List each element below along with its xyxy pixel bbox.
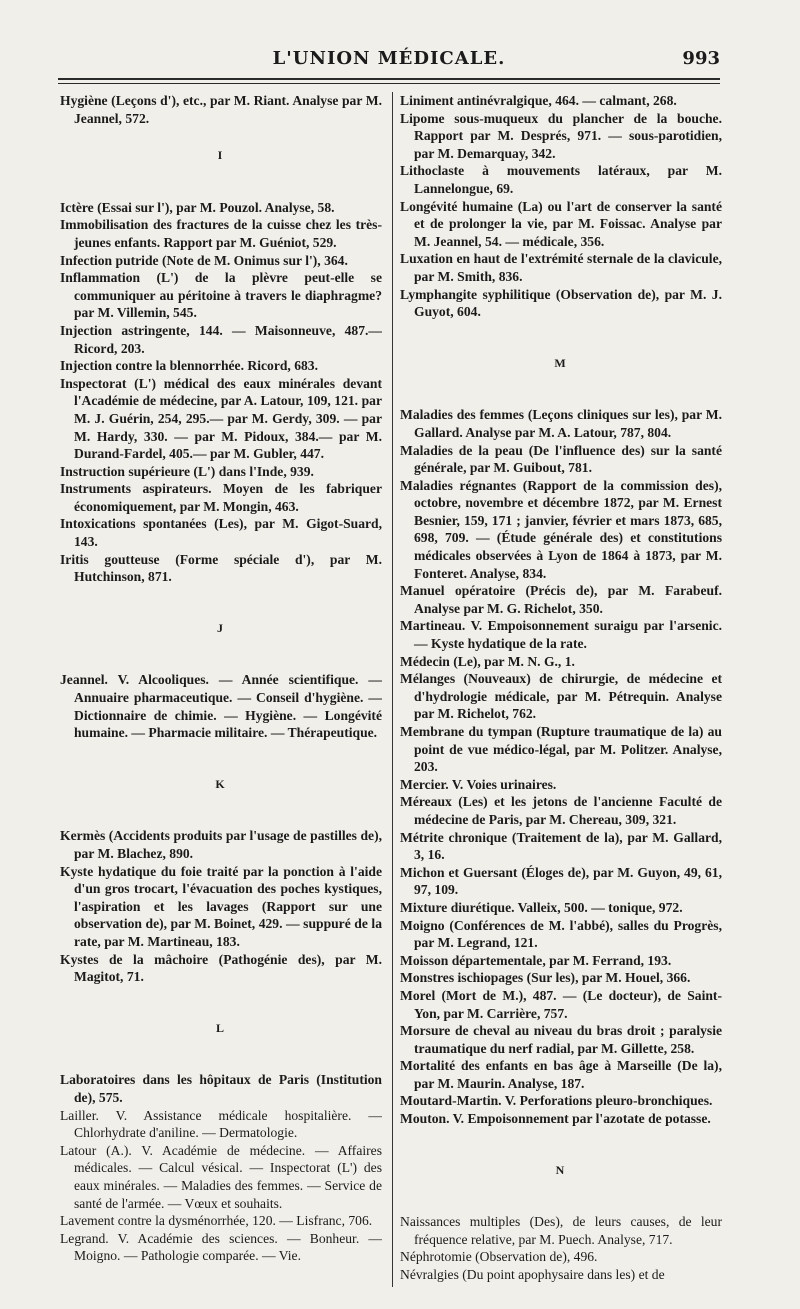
left-column xyxy=(60,92,382,1292)
index-entry: Lithoclaste à mouvements latéraux, par M. Lannelongue, 69. xyxy=(400,163,722,196)
index-entry: Lailler. V. Assistance médicale hospitalière. — Chlorhydrate d'aniline. — Dermatologie. xyxy=(60,1107,382,1141)
index-entry: Lavement contre la dysménorrhée, 120. — Lisfranc, 706. xyxy=(60,1213,373,1229)
index-entry: Ictère (Essai sur l'), par M. Pouzol. Analyse, 58. xyxy=(60,199,335,215)
section-letter-k: K xyxy=(215,776,227,791)
column-divider xyxy=(392,92,393,1287)
index-entry: Mortalité des enfants en bas âge à Marseille (De la), par M. Maurin. Analyse, 187. xyxy=(400,1058,722,1091)
index-entry: Jeannel. V. Alcooliques. — Année scientifique. — Annuaire pharmaceutique. — Conseil d'hygiène. — Dictionnaire de chimie. — Hygiène. — Longévité humaine. — Pharmacie militaire. — Thérapeutique. xyxy=(60,672,382,741)
index-entry: Moutard-Martin. V. Perforations pleuro-bronchiques. xyxy=(400,1093,713,1109)
index-entry: Mouton. V. Empoisonnement par l'azotate de potasse. xyxy=(400,1111,711,1127)
index-entry: Intoxications spontanées (Les), par M. Gigot-Suard, 143. xyxy=(60,516,382,550)
index-entry: Mercier. V. Voies urinaires. xyxy=(400,776,557,792)
index-entry: Membrane du tympan (Rupture traumatique de la) au point de vue médico-légal, par M. Politzer. Analyse, 203. xyxy=(400,724,722,775)
index-entry: Iritis goutteuse (Forme spéciale d'), par M. Hutchinson, 871. xyxy=(60,551,382,585)
right-column xyxy=(400,92,722,1292)
index-entry: Métrite chronique (Traitement de la), par M. Gallard, 3, 16. xyxy=(400,829,722,863)
index-entry: Morsure de cheval au niveau du bras droit ; paralysie traumatique du nerf radial, par M. Gillette, 258. xyxy=(400,1023,722,1056)
index-entry: Méreaux (Les) et les jetons de l'ancienne Faculté de médecine de Paris, par M. Chereau, 309, 321. xyxy=(400,794,722,827)
index-entry: Latour (A.). V. Académie de médecine. — Affaires médicales. — Calcul vésical. — Inspectorat (L') des eaux minérales. — Maladies des femmes. — Service de santé de l'armée. — Vœux et souhaits. xyxy=(60,1142,382,1211)
page-number: 993 xyxy=(682,48,720,69)
index-entry: Luxation en haut de l'extrémité sternale de la clavicule, par M. Smith, 836. xyxy=(400,251,722,284)
header-rule-thick xyxy=(58,78,720,80)
index-entry: Longévité humaine (La) ou l'art de conserver la santé et de prolonger la vie, par M. Foissac. Analyse par M. Jeannel, 54. — médicale, 356. xyxy=(400,198,722,249)
index-entry: Naissances multiples (Des), de leurs causes, de leur fréquence relative, par M. Puech. Analyse, 717. xyxy=(400,1214,722,1247)
section-letter-n: N xyxy=(555,1162,567,1177)
index-entry: Laboratoires dans les hôpitaux de Paris (Institution de), 575. xyxy=(60,1072,382,1105)
index-entry: Médecin (Le), par M. N. G., 1. xyxy=(400,653,575,669)
index-entry: Néphrotomie (Observation de), 496. xyxy=(400,1249,598,1265)
index-entry: Legrand. V. Académie des sciences. — Bonheur. — Moigno. — Pathologie comparée. — Vie. xyxy=(60,1230,382,1264)
index-entry: Michon et Guersant (Éloges de), par M. Guyon, 49, 61, 97, 109. xyxy=(400,864,722,898)
index-entry: Injection contre la blennorrhée. Ricord, 683. xyxy=(60,358,318,374)
index-entry: Hygiène (Leçons d'), etc., par M. Riant. Analyse par M. Jeannel, 572. xyxy=(60,93,382,126)
section-letter-m: M xyxy=(554,355,568,370)
index-entry: Manuel opératoire (Précis de), par M. Farabeuf. Analyse par M. G. Richelot, 350. xyxy=(400,583,722,616)
index-entry: Maladies de la peau (De l'influence des) sur la santé générale, par M. Guibout, 781. xyxy=(400,442,722,476)
index-entry: Kystes de la mâchoire (Pathogénie des), par M. Magitot, 71. xyxy=(60,951,382,985)
index-entry: Instruction supérieure (L') dans l'Inde, 939. xyxy=(60,463,314,479)
page-header xyxy=(58,48,720,78)
index-entry: Lymphangite syphilitique (Observation de), par M. J. Guyot, 604. xyxy=(400,286,722,320)
index-entry: Martineau. V. Empoisonnement suraigu par l'arsenic. — Kyste hydatique de la rate. xyxy=(400,618,722,652)
index-entry: Maladies des femmes (Leçons cliniques sur les), par M. Gallard. Analyse par M. A. Latour, 787, 804. xyxy=(400,407,722,440)
section-letter-i: I xyxy=(217,148,225,163)
section-letter-l: L xyxy=(215,1020,226,1035)
index-entry: Infection putride (Note de M. Onimus sur l'), 364. xyxy=(60,252,348,268)
index-entry: Mixture diurétique. Valleix, 500. — tonique, 972. xyxy=(400,899,683,915)
index-entry: Maladies régnantes (Rapport de la commission des), octobre, novembre et décembre 1872, par M. Ernest Besnier, 159, 171 ; janvier, février et mars 1873, 685, 698, 709. — (Étude générale des) et constitutions médicales observées à Lyon de 1864 à 1873, par M. Fonteret. Analyse, 834. xyxy=(400,477,722,581)
index-entry: Injection astringente, 144. — Maisonneuve, 487.— Ricord, 203. xyxy=(60,322,382,356)
journal-title: L'UNION MÉDICALE. xyxy=(272,48,506,69)
index-entry: Kermès (Accidents produits par l'usage de pastilles de), par M. Blachez, 890. xyxy=(60,828,382,861)
index-entry: Liniment antinévralgique, 464. — calmant, 268. xyxy=(400,93,677,108)
section-letter-j: J xyxy=(217,620,225,635)
index-entry: Monstres ischiopages (Sur les), par M. Houel, 366. xyxy=(400,970,691,986)
index-entry: Immobilisation des fractures de la cuisse chez les très-jeunes enfants. Rapport par M. Guéniot, 529. xyxy=(60,217,382,250)
index-entry: Mélanges (Nouveaux) de chirurgie, de médecine et d'hydrologie médicale, par M. Pétrequin. Analyse par M. Richelot, 762. xyxy=(400,671,722,722)
index-entry: Kyste hydatique du foie traité par la ponction à l'aide d'un gros trocart, l'évacuation des poches kystiques, l'aspiration et les lavages (Rapport sur une observation de), par M. Boinet, 429. — suppuré de la rate, par M. Martineau, 183. xyxy=(60,863,382,949)
header-rule-thin xyxy=(58,83,720,84)
index-entry: Névralgies (Du point apophysaire dans les) et de xyxy=(400,1267,665,1283)
index-entry: Moisson départementale, par M. Ferrand, 193. xyxy=(400,952,672,968)
index-entry: Moigno (Conférences de M. l'abbé), salles du Progrès, par M. Legrand, 121. xyxy=(400,917,722,951)
index-entry: Instruments aspirateurs. Moyen de les fabriquer économiquement, par M. Mongin, 463. xyxy=(60,481,382,514)
index-entry: Inflammation (L') de la plèvre peut-elle se communiquer au péritoine à travers le diaphragme? par M. Villemin, 545. xyxy=(60,270,382,321)
index-entry: Morel (Mort de M.), 487. — (Le docteur), de Saint-Yon, par M. Carrière, 757. xyxy=(400,987,722,1021)
index-entry: Inspectorat (L') médical des eaux minérales devant l'Académie de médecine, par A. Latour, 109, 121. par M. J. Guérin, 254, 295.— par M. Gerdy, 309. — par M. Hardy, 330. — par M. Pidoux, 384.— par M. Durand-Fardel, 405.— par M. Gubler, 447. xyxy=(60,375,382,462)
index-entry: Lipome sous-muqueux du plancher de la bouche. Rapport par M. Després, 971. — sous-parotidien, par M. Demarquay, 342. xyxy=(400,110,722,161)
